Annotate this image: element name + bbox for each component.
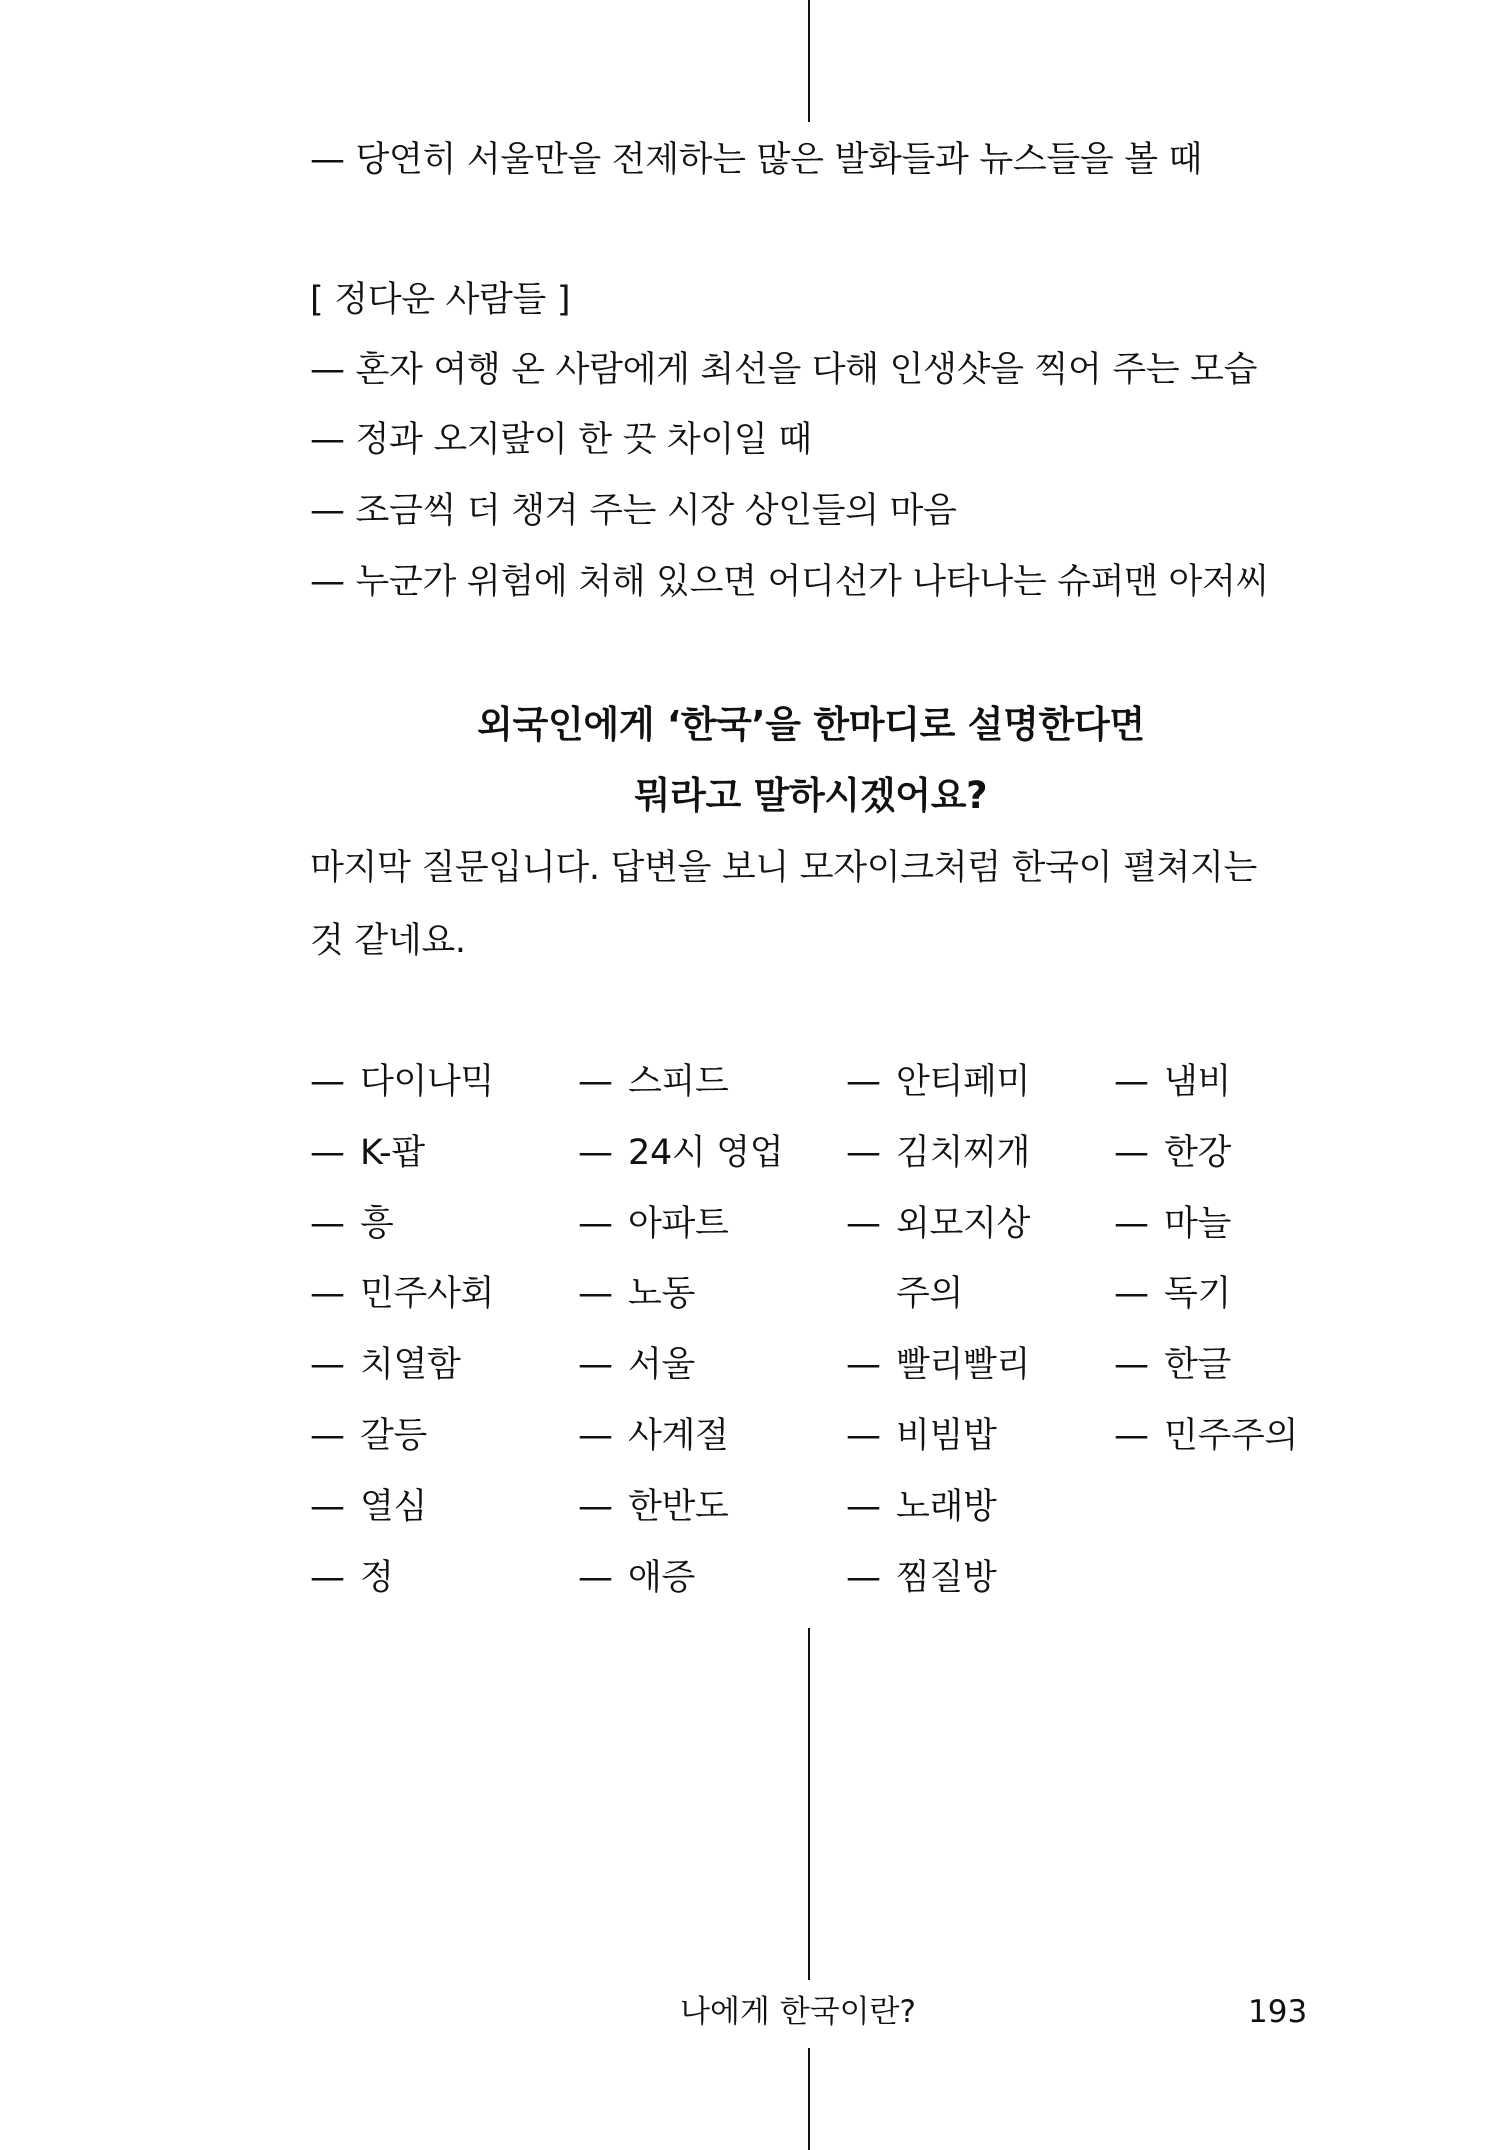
dash-marker: — [310,1558,345,1598]
intro-paragraph-line-2: 것 같네요. [310,921,466,961]
dash-marker: — [846,1558,881,1598]
dash-marker: — [310,1274,345,1314]
section-list-item: — 누군가 위험에 처해 있으면 어디선가 나타나는 슈퍼맨 아저씨 [310,562,1270,602]
answer-label: 24시 영업 [628,1133,784,1173]
answer-label: 치열함 [360,1345,461,1385]
dash-marker: — [1114,1416,1149,1456]
answer-item [1114,1131,1231,1175]
dash-marker: — [578,1133,613,1173]
answer-item [578,1060,729,1104]
answer-item [310,1131,425,1175]
dash-marker: — [1114,1204,1149,1244]
answer-label: 주의 [896,1274,964,1314]
section-list-item: — 혼자 여행 온 사람에게 최선을 다해 인생샷을 찍어 주는 모습 [310,350,1258,390]
answer-item [1114,1343,1231,1387]
dash-marker: — [578,1487,613,1527]
answer-item [846,1414,997,1458]
answer-item [846,1131,1030,1175]
answer-item [310,1060,494,1104]
answer-label: 찜질방 [896,1558,997,1598]
running-footer-title: 나에게 한국이란? [680,1994,916,2030]
dash-marker: — [310,1345,345,1385]
dash-marker: — [310,1062,345,1102]
answer-label: 정 [360,1558,394,1598]
answer-item [578,1202,729,1246]
answer-item [578,1556,695,1600]
answer-label: 빨리빨리 [896,1345,1031,1385]
top-divider-line [808,0,810,122]
answer-item [846,1343,1030,1387]
dash-marker: — [846,1345,881,1385]
dash-marker: — [578,1416,613,1456]
answer-item [310,1556,394,1600]
dash-marker: — [846,1062,881,1102]
answer-item [1114,1414,1298,1458]
intro-paragraph-line-1: 마지막 질문입니다. 답변을 보니 모자이크처럼 한국이 펼쳐지는 [310,848,1258,888]
answer-item [846,1272,963,1316]
answer-item [578,1343,695,1387]
answer-item [578,1414,729,1458]
answer-item [846,1060,1030,1104]
page-number: 193 [1248,1994,1308,2030]
answer-label: 비빔밥 [896,1416,997,1456]
center-divider-line [808,1628,810,1980]
dash-marker: — [1114,1274,1149,1314]
answer-label: 노래방 [896,1487,997,1527]
answer-label: 사계절 [628,1416,729,1456]
section-list-item: — 조금씩 더 챙겨 주는 시장 상인들의 마음 [310,491,957,531]
answer-label: 외모지상 [896,1204,1031,1244]
answer-label: 마늘 [1164,1204,1232,1244]
answer-label: 애증 [628,1558,696,1598]
dash-marker: — [846,1133,881,1173]
intro-list-item: — 당연히 서울만을 전제하는 많은 발화들과 뉴스들을 볼 때 [310,140,1203,180]
answer-item [578,1485,729,1529]
answer-item [310,1414,427,1458]
answer-label: 흥 [360,1204,394,1244]
answer-item [846,1202,1030,1246]
answer-item [310,1272,494,1316]
answer-item [846,1556,997,1600]
section-list-item: — 정과 오지랖이 한 끗 차이일 때 [310,420,812,460]
answer-item [310,1202,394,1246]
answer-item [310,1485,427,1529]
question-heading-line-1: 외국인에게 ‘한국’을 한마디로 설명한다면 [477,703,1145,746]
answer-label: 안티페미 [896,1062,1031,1102]
answer-label: 아파트 [628,1204,729,1244]
answer-label: 독기 [1164,1274,1232,1314]
dash-marker: — [310,1416,345,1456]
dash-marker: — [846,1487,881,1527]
dash-marker: — [1114,1062,1149,1102]
answer-label: 민주주의 [1164,1416,1299,1456]
dash-marker: — [846,1204,881,1244]
dash-marker: — [846,1416,881,1456]
answer-label: K-팝 [360,1133,425,1173]
bottom-divider-line [808,2048,810,2150]
answer-label: 서울 [628,1345,696,1385]
answer-item [846,1485,997,1529]
answer-label: 냄비 [1164,1062,1232,1102]
answer-label: 열심 [360,1487,428,1527]
dash-marker: — [578,1345,613,1385]
section-title: [ 정다운 사람들 ] [310,280,571,320]
dash-marker: — [578,1204,613,1244]
answer-label: 민주사회 [360,1274,495,1314]
answer-item [578,1272,695,1316]
dash-marker: — [1114,1345,1149,1385]
answer-label: 한글 [1164,1345,1232,1385]
dash-marker: — [578,1062,613,1102]
answer-label: 갈등 [360,1416,428,1456]
answer-item [310,1343,461,1387]
answer-item [1114,1202,1231,1246]
answer-label: 다이나믹 [360,1062,495,1102]
dash-marker: — [310,1133,345,1173]
dash-marker: — [578,1274,613,1314]
dash-marker: — [310,1487,345,1527]
answer-label: 스피드 [628,1062,729,1102]
answer-item [578,1131,783,1175]
answer-label: 한강 [1164,1133,1232,1173]
dash-marker: — [578,1558,613,1598]
answer-item [1114,1060,1231,1104]
dash-marker: — [310,1204,345,1244]
answer-label: 김치찌개 [896,1133,1031,1173]
answer-item [1114,1272,1231,1316]
dash-marker: — [1114,1133,1149,1173]
question-heading-line-2: 뭐라고 말하시겠어요? [634,774,988,817]
answer-label: 한반도 [628,1487,729,1527]
answer-label: 노동 [628,1274,696,1314]
